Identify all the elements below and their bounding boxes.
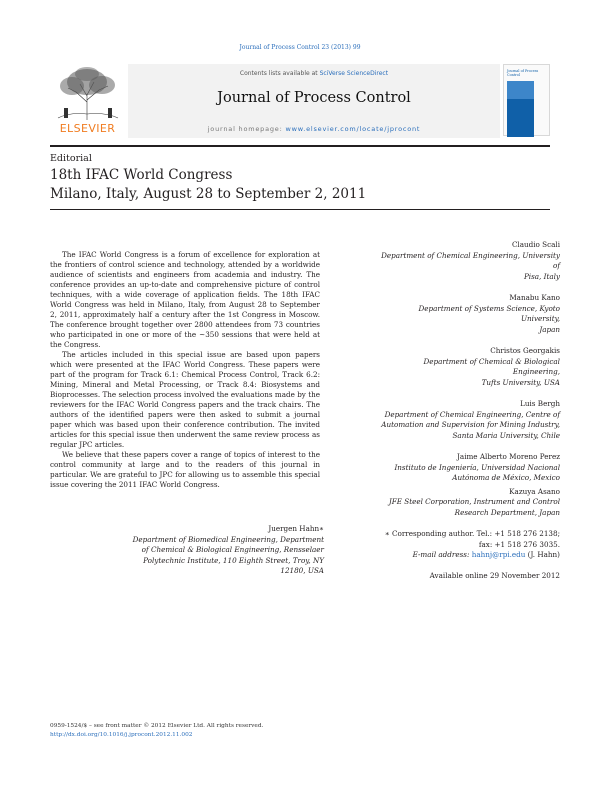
paragraph-1: The IFAC World Congress is a forum of excellence for exploration at the frontiers of control science and technology, attended by a worldwide audience of scientists and engineers from academia and industry. The conference provides an up-to-date and comprehensive picture of control techniques, with a wide coverage of application fields. The 18th IFAC World Congress was held in Milano, Italy, from August 28 to September 2, 2011, approximately half a century after the 1st Congress in Moscow. The conference brought together over 2800 attendees from 73 countries who participated in one or more of the ~350 sessions that were held at the Congress. [50, 250, 320, 349]
cover-band [507, 81, 534, 137]
guest-editors-list [380, 240, 560, 581]
email-link[interactable]: hahnj@rpi.edu [471, 550, 526, 559]
author-name: Juergen Hahn [268, 524, 320, 533]
header-rule [50, 145, 550, 147]
affiliation-line: Santa Maria University, Chile [452, 430, 560, 440]
affiliation-line: Automation and Supervision for Mining Industry, [381, 420, 560, 429]
author-name: Kazuya Asano [509, 486, 560, 496]
title-rule [50, 209, 550, 210]
affiliation-line: Department of Chemical Engineering, Centre of [384, 409, 560, 419]
cover-title: Journal of Process Control [507, 69, 539, 77]
email-suffix: (J. Hahn) [525, 550, 560, 559]
author-name: Luis Bergh [520, 399, 560, 408]
affiliation-line: Autónoma de México, Mexico [452, 473, 560, 482]
affiliation-line: Research Department, Japan [454, 507, 560, 517]
author-name: Manabu Kano [509, 293, 560, 302]
author-name: Christos Georgakis [490, 346, 560, 355]
available-online: Available online 29 November 2012 [429, 570, 560, 580]
page-footer [50, 722, 263, 739]
sciencedirect-link[interactable]: SciVerse ScienceDirect [319, 70, 389, 77]
affiliation-line: Polytechnic Institute, 110 Eighth Street, Troy, NY [143, 555, 324, 565]
guest-editor-moreno-perez [380, 452, 560, 484]
email-label: E-mail address: [412, 550, 470, 559]
correspondence-note [380, 529, 560, 561]
journal-title: Journal of Process Control [217, 90, 411, 106]
homepage-link[interactable]: www.elsevier.com/locate/jprocont [285, 125, 421, 133]
contents-available-line [128, 70, 500, 77]
affiliation-line: Instituto de Ingeniería, Universidad Nacional [394, 462, 560, 472]
guest-editor-hahn [100, 524, 324, 577]
corresponding-marker[interactable]: ∗ [319, 524, 324, 533]
affiliation-line: of Chemical & Biological Engineering, Rensselaer [141, 545, 324, 554]
affiliation-line: Department of Chemical Engineering, University of [381, 250, 560, 270]
author-name: Jaime Alberto Moreno Perez [457, 452, 560, 461]
affiliation-line: Pisa, Italy [523, 271, 560, 281]
affiliation-line: Department of Biomedical Engineering, Department [132, 534, 324, 544]
article-title-line-1: 18th IFAC World Congress [50, 167, 233, 183]
article-title-line-2: Milano, Italy, August 28 to September 2, 2011 [50, 186, 367, 202]
paragraph-3: We believe that these papers cover a range of topics of interest to the control community at large and to the readers of this journal in particular. We are grateful to JPC for allowing us to assemble this special issue covering the 2011 IFAC World Congress. [50, 450, 320, 489]
affiliation-line: 12180, USA [280, 566, 324, 575]
section-label: Editorial [50, 153, 92, 164]
affiliation-line: Tufts University, USA [481, 377, 560, 387]
paragraph-2: The articles included in this special issue are based upon papers which were presented at the IFAC World Congress. These papers were part of the program for Track 6.1: Chemical Process Control, Track 6.2: Mining, Mineral and Metal Processing, or Track 8.4: Biosystems and Bioprocesses. The selection process involved the evaluations made by the reviewers for the IFAC World Congress papers and the track chairs. The authors of the identified papers were then asked to submit a journal paper which was based upon their conference contribution. The invited articles for this special issue then underwent the same review process as regular JPC articles. [50, 350, 320, 449]
guest-editor-georgakis [380, 346, 560, 388]
correspondence-tel: ∗ Corresponding author. Tel.: +1 518 276 2138; [384, 529, 560, 538]
guest-editor-asano [380, 487, 560, 519]
journal-citation[interactable]: Journal of Process Control 23 (2013) 99 [239, 44, 361, 51]
affiliation-line: JFE Steel Corporation, Instrument and Control [388, 497, 560, 506]
affiliation-line: Department of Systems Science, Kyoto University, [418, 303, 560, 323]
author-name: Claudio Scali [511, 240, 560, 249]
publisher-name: ELSEVIER [59, 122, 116, 135]
doi-link[interactable]: http://dx.doi.org/10.1016/j.jprocont.2012.11.002 [50, 731, 193, 738]
contents-prefix: Contents lists available at [239, 70, 320, 77]
affiliation-line: Japan [539, 324, 560, 334]
guest-editor-scali [380, 240, 560, 282]
guest-editor-kano [380, 293, 560, 335]
journal-cover-thumbnail [503, 64, 550, 136]
homepage-prefix: journal homepage: [207, 125, 286, 133]
guest-editor-bergh [380, 399, 560, 441]
article-body [50, 250, 320, 490]
journal-homepage-line [128, 125, 500, 133]
correspondence-fax: fax: +1 518 276 3035. [478, 539, 560, 549]
affiliation-line: Department of Chemical & Biological Engineering, [423, 356, 560, 376]
copyright-line: 0959-1524/$ – see front matter © 2012 Elsevier Ltd. All rights reserved. [50, 723, 264, 729]
